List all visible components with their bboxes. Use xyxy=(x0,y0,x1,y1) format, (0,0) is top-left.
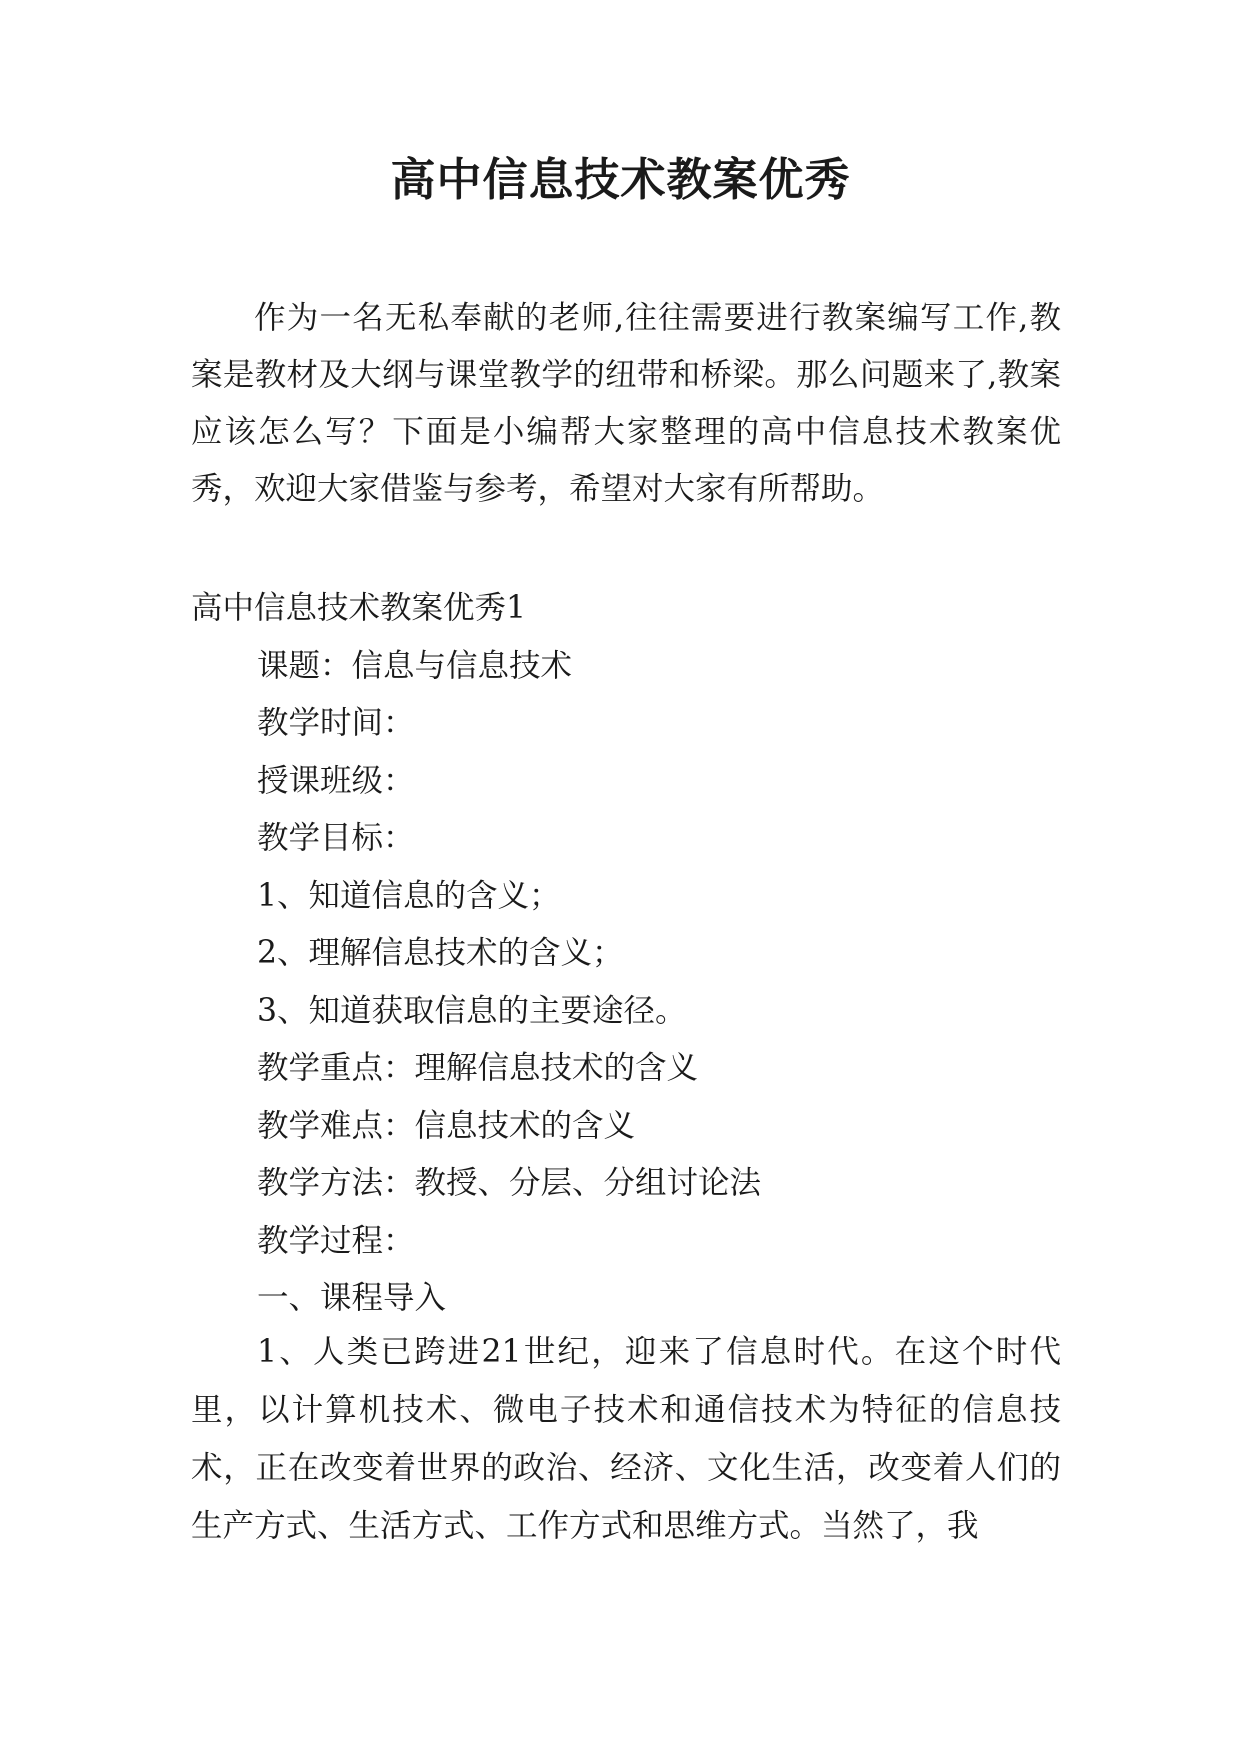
class-grade: 授课班级： xyxy=(257,762,415,799)
goal-item-3: 3、知道获取信息的主要途径。 xyxy=(257,992,687,1029)
intro-paragraph: 作为一名无私奉献的老师,往往需要进行教案编写工作,教案是教材及大纲与课堂教学的纽带和桥梁。那么问题来了,教案应该怎么写？下面是小编帮大家整理的高中信息技术教案优秀，欢迎大家借鉴与参考，希望对大家有所帮助。 xyxy=(191,300,1061,507)
lesson-topic: 课题：信息与信息技术 xyxy=(257,647,573,684)
section-1-paragraph: 1、人类已跨进21世纪，迎来了信息时代。在这个时代里，以计算机技术、微电子技术和通信技术为特征的信息技术，正在改变着世界的政治、经济、文化生活，改变着人们的生产方式、生活方式、工作方式和思维方式。当然了，我 xyxy=(191,1334,1061,1544)
teaching-time: 教学时间： xyxy=(257,705,415,741)
section-heading: 高中信息技术教案优秀1 xyxy=(191,590,527,626)
teaching-goals-label: 教学目标： xyxy=(257,820,415,856)
course-intro-heading: 一、课程导入 xyxy=(257,1280,447,1316)
goal-item-2: 2、理解信息技术的含义； xyxy=(257,935,624,971)
document-title: 高中信息技术教案优秀 xyxy=(390,153,851,206)
teaching-method: 教学方法：教授、分层、分组讨论法 xyxy=(257,1165,762,1201)
goal-item-1: 1、知道信息的含义； xyxy=(257,877,561,914)
section-1 xyxy=(191,580,1061,1328)
teaching-focus: 教学重点：理解信息技术的含义 xyxy=(257,1050,699,1086)
teaching-difficulty: 教学难点：信息技术的含义 xyxy=(257,1107,636,1144)
teaching-process-label: 教学过程： xyxy=(257,1222,415,1259)
